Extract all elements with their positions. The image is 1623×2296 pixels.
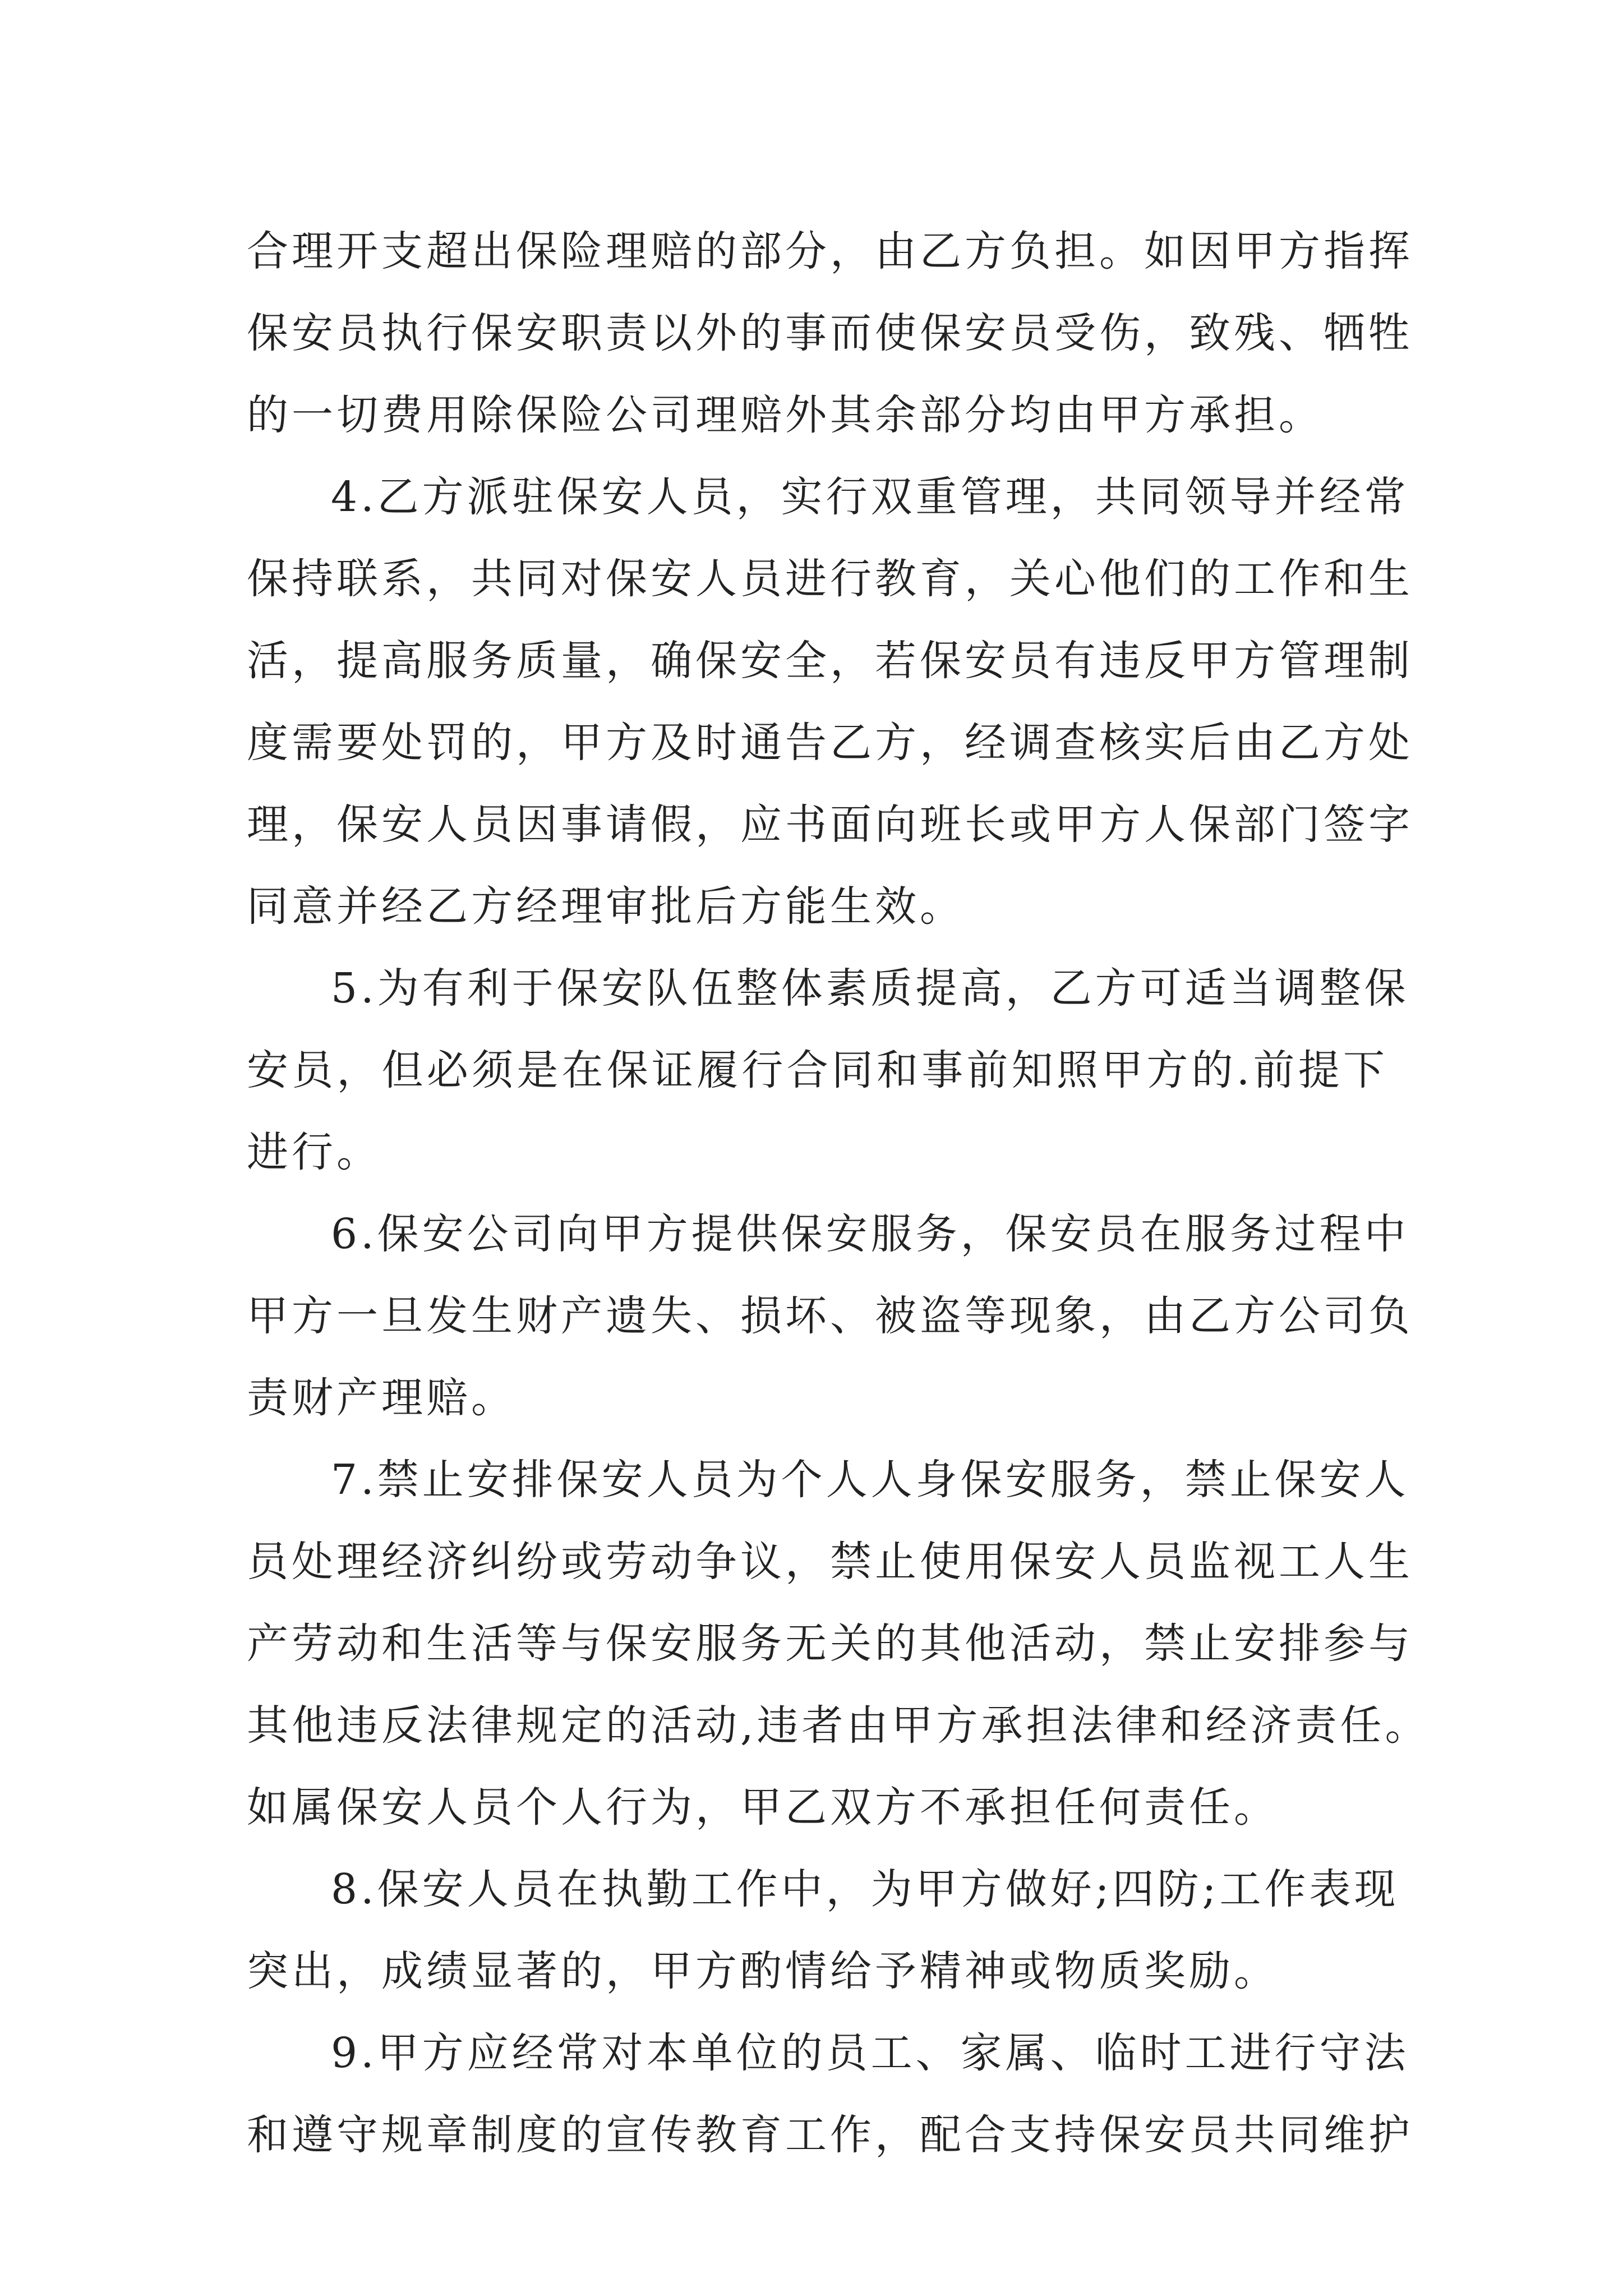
text-line: 产劳动和生活等与保安服务无关的其他活动，禁止安排参与 xyxy=(247,1619,1413,1668)
text-line: 度需要处罚的，甲方及时通告乙方，经调查核实后由乙方处 xyxy=(247,719,1413,767)
clause-5-line: 5.为有利于保安队伍整体素质提高，乙方可适当调整保 xyxy=(331,964,1409,1013)
text-line: 活，提高服务质量，确保安全，若保安员有违反甲方管理制 xyxy=(247,637,1413,685)
text-line: 责财产理赔。 xyxy=(247,1374,516,1422)
text-line: 理，保安人员因事请假，应书面向班长或甲方人保部门签字 xyxy=(247,800,1413,849)
clause-6-line: 6.保安公司向甲方提供保安服务，保安员在服务过程中 xyxy=(331,1210,1409,1258)
contract-body-text xyxy=(247,210,1430,2176)
text-line: 安员，但必须是在保证履行合同和事前知照甲方的.前提下 xyxy=(247,1046,1388,1094)
clause-7-line: 7.禁止安排保安人员为个人人身保安服务，禁止保安人 xyxy=(331,1456,1409,1504)
text-line: 同意并经乙方经理审批后方能生效。 xyxy=(247,882,965,931)
text-line: 进行。 xyxy=(247,1128,381,1176)
text-line: 的一切费用除保险公司理赔外其余部分均由甲方承担。 xyxy=(247,391,1324,439)
text-line: 保持联系，共同对保安人员进行教育，关心他们的工作和生 xyxy=(247,555,1413,603)
text-line: 如属保安人员个人行为，甲乙双方不承担任何责任。 xyxy=(247,1783,1279,1832)
text-line: 员处理经济纠纷或劳动争议，禁止使用保安人员监视工人生 xyxy=(247,1538,1413,1586)
text-line: 其他违反法律规定的活动,违者由甲方承担法律和经济责任。 xyxy=(247,1701,1430,1750)
clause-9-line: 9.甲方应经常对本单位的员工、家属、临时工进行守法 xyxy=(331,2029,1409,2077)
text-line: 合理开支超出保险理赔的部分，由乙方负担。如因甲方指挥 xyxy=(247,227,1413,275)
text-line: 和遵守规章制度的宣传教育工作，配合支持保安员共同维护 xyxy=(247,2111,1413,2159)
text-line: 突出，成绩显著的，甲方酌情给予精神或物质奖励。 xyxy=(247,1947,1279,1995)
text-line: 甲方一旦发生财产遗失、损坏、被盗等现象，由乙方公司负 xyxy=(247,1292,1413,1340)
text-line: 保安员执行保安职责以外的事而使保安员受伤，致残、牺牲 xyxy=(247,309,1413,357)
clause-4-line: 4.乙方派驻保安人员，实行双重管理，共同领导并经常 xyxy=(331,473,1409,521)
clause-8-line: 8.保安人员在执勤工作中，为甲方做好;四防;工作表现 xyxy=(331,1865,1399,1913)
